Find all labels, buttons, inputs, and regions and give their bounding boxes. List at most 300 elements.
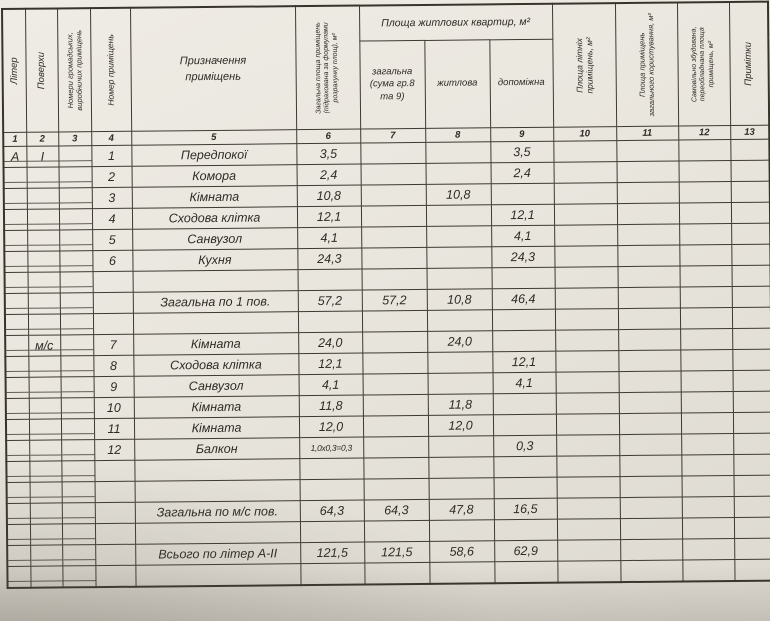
table-cell	[678, 140, 730, 161]
table-cell	[29, 461, 61, 482]
table-cell	[492, 267, 555, 289]
column-number: 6	[296, 129, 360, 144]
table-cell	[554, 204, 617, 226]
table-cell	[93, 313, 133, 334]
table-cell	[27, 209, 59, 230]
table-cell: Кімната	[134, 417, 299, 440]
table-cell	[730, 160, 769, 181]
table-cell	[60, 356, 93, 377]
table-cell	[734, 538, 770, 559]
table-cell	[556, 456, 619, 478]
table-header	[2, 2, 769, 147]
table-cell: Комора	[132, 165, 297, 188]
table-cell	[494, 561, 557, 583]
column-number: 13	[730, 125, 769, 139]
table-cell	[618, 287, 680, 309]
table-cell: 3	[92, 187, 132, 208]
table-cell: 24,0	[427, 331, 492, 353]
table-cell	[616, 140, 678, 162]
table-cell: 47,8	[429, 499, 494, 521]
table-cell	[363, 415, 428, 437]
table-cell: І	[26, 146, 58, 167]
column-header-label: Номер приміщень	[105, 34, 116, 106]
table-cell	[680, 349, 732, 370]
column-header-label: житлова	[437, 77, 478, 90]
table-cell	[361, 184, 426, 206]
column-header-common-use-area	[615, 3, 678, 127]
table-cell: 12,1	[297, 206, 361, 228]
column-number: 1	[3, 132, 26, 146]
table-cell: 12,1	[298, 353, 362, 375]
table-cell	[59, 209, 92, 230]
table-cell	[557, 498, 620, 520]
table-cell	[61, 440, 94, 461]
table-cell	[429, 520, 494, 542]
table-cell	[619, 413, 681, 435]
table-cell	[27, 230, 59, 251]
table-cell	[298, 269, 362, 291]
table-cell	[732, 307, 770, 328]
table-cell	[60, 335, 93, 356]
table-cell	[733, 412, 770, 433]
table-cell	[617, 224, 679, 246]
table-cell: Балкон	[134, 438, 299, 461]
table-cell	[734, 496, 770, 517]
table-cell	[620, 476, 682, 498]
table-cell	[7, 524, 30, 545]
column-header-label: Примітки	[742, 41, 755, 86]
table-cell: 64,3	[364, 499, 429, 521]
table-cell	[362, 331, 427, 353]
table-cell	[361, 247, 426, 269]
table-cell	[557, 561, 620, 583]
table-cell	[678, 161, 730, 182]
table-cell	[58, 146, 91, 167]
table-cell	[361, 226, 426, 248]
table-cell	[427, 310, 492, 332]
column-number: 7	[360, 128, 425, 143]
table-cell: Передпокої	[131, 144, 296, 167]
table-cell	[27, 167, 59, 188]
table-cell	[680, 328, 732, 349]
column-header-unauthorized-area	[677, 2, 730, 126]
column-header-summer-area	[552, 3, 616, 127]
table-cell	[732, 349, 770, 370]
table-cell	[61, 398, 94, 419]
column-header-label: Площа літніх приміщень, м²	[573, 37, 595, 94]
column-header-label: Номери громадських, виробничих приміщень	[64, 29, 84, 111]
table-cell	[62, 545, 95, 566]
column-number: 3	[58, 132, 91, 146]
table-cell	[4, 188, 27, 209]
column-header-purpose	[130, 6, 296, 131]
table-cell	[360, 142, 425, 164]
column-group-label: Площа житлових квартир, м²	[381, 15, 531, 29]
table-cell	[6, 377, 29, 398]
table-cell	[680, 307, 732, 328]
table-cell	[617, 245, 679, 267]
table-cell	[733, 370, 770, 391]
table-cell	[28, 272, 60, 293]
table-cell: 3,5	[490, 141, 553, 163]
table-cell	[680, 286, 732, 307]
table-cell	[553, 141, 616, 163]
table-cell	[731, 244, 770, 265]
table-cell	[298, 311, 362, 333]
table-cell	[493, 456, 556, 478]
table-cell	[428, 457, 493, 479]
table-cell	[300, 521, 364, 543]
table-cell	[362, 352, 427, 374]
table-cell	[133, 312, 298, 335]
table-cell	[300, 479, 364, 501]
table-cell	[620, 518, 682, 540]
table-cell: Санвузол	[134, 375, 299, 398]
table-cell	[620, 539, 682, 561]
table-cell: Кімната	[134, 396, 299, 419]
column-header-label: Загальна площа приміщень (підрахована за формулами розрахунку площ), м²	[314, 22, 340, 114]
table-cell	[492, 330, 555, 352]
column-header-room-number	[90, 8, 131, 132]
table-cell	[428, 436, 493, 458]
table-cell	[27, 188, 59, 209]
table-cell: 2,4	[491, 162, 554, 184]
table-cell	[95, 544, 135, 565]
table-cell	[681, 454, 733, 475]
table-cell: 4,1	[493, 372, 556, 394]
table-cell	[62, 566, 95, 588]
table-cell	[681, 433, 733, 454]
table-cell	[681, 391, 733, 412]
table-cell: 58,6	[429, 541, 494, 563]
table-cell	[682, 496, 734, 517]
table-cell	[94, 460, 134, 481]
table-cell: 11,8	[299, 395, 363, 417]
table-cell	[59, 251, 92, 272]
table-cell	[426, 163, 491, 185]
table-cell: 11,8	[428, 394, 493, 416]
table-cell	[5, 314, 28, 335]
column-number: 5	[131, 130, 296, 146]
table-cell	[7, 503, 30, 524]
table-cell: А	[3, 146, 26, 167]
table-cell	[6, 461, 29, 482]
table-cell: 62,9	[494, 540, 557, 562]
table-cell	[555, 309, 618, 331]
table-cell	[618, 350, 680, 372]
table-cell	[619, 371, 681, 393]
table-cell	[62, 482, 95, 503]
table-cell	[734, 475, 770, 496]
table-cell: 12	[94, 439, 134, 460]
table-cell	[30, 482, 62, 503]
table-cell	[734, 517, 770, 538]
table-cell	[362, 310, 427, 332]
table-cell: Загальна по 1 пов.	[133, 291, 298, 314]
table-cell	[492, 309, 555, 331]
table-cell	[731, 202, 770, 223]
table-cell	[6, 398, 29, 419]
table-cell	[681, 370, 733, 391]
table-cell	[133, 270, 298, 293]
table-cell	[733, 433, 770, 454]
table-cell	[28, 293, 60, 314]
table-cell: 64,3	[300, 500, 364, 522]
table-cell	[95, 523, 135, 544]
column-header-label: Самовільно збудована, переобладнана площа приміщень, м²	[690, 26, 715, 103]
table-cell: 1,0x0,3=0,3	[299, 437, 363, 459]
table-cell	[363, 394, 428, 416]
table-cell	[618, 308, 680, 330]
table-cell: 4,1	[491, 225, 554, 247]
column-header-dopomizhna	[489, 39, 553, 127]
table-cell	[554, 246, 617, 268]
table-cell	[730, 139, 769, 160]
column-number: 2	[26, 132, 58, 146]
table-cell: 46,4	[492, 288, 555, 310]
column-header-label: Поверхи	[35, 51, 48, 90]
column-header-total-sum	[359, 41, 425, 129]
table-cell: 10,8	[427, 289, 492, 311]
column-header-total-area	[295, 6, 360, 130]
table-cell: 16,5	[494, 498, 557, 520]
table-cell	[28, 356, 60, 377]
table-cell	[93, 271, 133, 292]
table-cell	[5, 272, 28, 293]
table-cell	[361, 163, 426, 185]
table-cell	[93, 292, 133, 313]
table-cell: 4,1	[297, 227, 361, 249]
table-cell	[4, 230, 27, 251]
table-cell	[491, 183, 554, 205]
table-cell: 12,0	[299, 416, 363, 438]
table-cell	[682, 538, 734, 559]
column-number: 9	[490, 127, 553, 142]
table-cell: 9	[94, 376, 134, 397]
table-cell: м/с	[28, 335, 60, 356]
table-cell	[426, 226, 491, 248]
table-cell: 12,0	[428, 415, 493, 437]
table-cell	[425, 142, 490, 164]
table-cell	[62, 503, 95, 524]
column-header-liter	[2, 9, 26, 133]
table-cell	[617, 182, 679, 204]
column-header-public-numbers	[57, 8, 91, 132]
column-header-label: допоміжна	[497, 77, 545, 89]
column-number: 10	[553, 127, 616, 142]
table-cell	[7, 545, 30, 566]
table-cell	[618, 329, 680, 351]
table-cell	[556, 435, 619, 457]
table-cell	[557, 477, 620, 499]
column-header-label: загальна (сума гр.8 та 9)	[369, 66, 415, 103]
table-cell	[679, 245, 731, 266]
table-cell: Кімната	[133, 333, 298, 356]
table-cell: 11	[94, 418, 134, 439]
table-cell: 7	[93, 334, 133, 355]
table-cell	[363, 373, 428, 395]
table-cell	[681, 412, 733, 433]
table-cell	[364, 562, 429, 584]
table-cell	[135, 522, 300, 545]
table-cell	[60, 314, 93, 335]
table-cell: 24,3	[491, 246, 554, 268]
table-cell: 24,0	[298, 332, 362, 354]
table-cell: Санвузол	[132, 228, 297, 251]
table-cell	[427, 268, 492, 290]
table-cell	[135, 564, 300, 587]
table-cell	[733, 454, 770, 475]
table-cell	[364, 520, 429, 542]
column-header-zhytlova	[424, 40, 490, 128]
table-cell	[7, 482, 30, 503]
paper-sheet	[1, 1, 770, 589]
table-cell: 4	[92, 208, 132, 229]
table-cell	[4, 251, 27, 272]
table-cell	[363, 457, 428, 479]
table-cell	[29, 419, 61, 440]
table-cell: 5	[92, 229, 132, 250]
table-cell	[29, 398, 61, 419]
table-cell	[6, 419, 29, 440]
table-cell	[618, 266, 680, 288]
table-cell: 3,5	[296, 143, 360, 165]
column-header-label: Призначення приміщень	[179, 54, 247, 84]
column-number: 12	[678, 126, 730, 140]
table-cell	[27, 251, 59, 272]
table-cell	[59, 230, 92, 251]
table-cell	[134, 459, 299, 482]
table-cell	[59, 188, 92, 209]
table-cell: 10	[94, 397, 134, 418]
table-cell	[493, 414, 556, 436]
table-cell	[61, 419, 94, 440]
table-cell	[679, 182, 731, 203]
table-cell	[362, 268, 427, 290]
table-cell	[620, 560, 682, 582]
table-cell	[5, 335, 28, 356]
table-cell	[135, 480, 300, 503]
column-group-header-living-area	[359, 4, 552, 42]
table-cell	[680, 265, 732, 286]
table-cell	[7, 566, 30, 588]
table-cell	[5, 356, 28, 377]
table-cell	[556, 393, 619, 415]
floor-area-table	[1, 1, 770, 589]
table-cell	[555, 330, 618, 352]
table-cell	[300, 563, 364, 585]
table-cell: 10,8	[297, 185, 361, 207]
table-cell	[428, 373, 493, 395]
table-cell	[95, 565, 135, 587]
table-cell	[679, 203, 731, 224]
table-cell: 121,5	[364, 541, 429, 563]
table-cell: 12,1	[491, 204, 554, 226]
table-cell	[733, 391, 770, 412]
table-cell	[555, 288, 618, 310]
table-cell	[554, 225, 617, 247]
table-cell	[555, 267, 618, 289]
table-cell	[30, 524, 62, 545]
table-cell	[95, 481, 135, 502]
table-cell	[556, 414, 619, 436]
table-cell: Кухня	[132, 249, 297, 272]
table-cell	[6, 440, 29, 461]
table-cell	[620, 497, 682, 519]
table-cell	[617, 203, 679, 225]
column-header-notes	[729, 2, 769, 126]
table-cell: 24,3	[297, 248, 361, 270]
table-cell	[617, 161, 679, 183]
table-cell	[554, 183, 617, 205]
table-cell	[732, 328, 770, 349]
table-cell: 121,5	[300, 542, 364, 564]
table-cell	[619, 392, 681, 414]
table-cell	[554, 162, 617, 184]
table-cell	[429, 562, 494, 584]
table-cell: Всього по літер А-ІІ	[135, 543, 300, 566]
table-cell	[679, 224, 731, 245]
table-cell: Сходова клітка	[132, 207, 297, 230]
table-cell	[555, 351, 618, 373]
table-cell	[4, 209, 27, 230]
table-cell: 8	[93, 355, 133, 376]
table-cell: 0,3	[493, 435, 556, 457]
table-cell	[619, 455, 681, 477]
table-cell	[731, 223, 770, 244]
table-cell: Сходова клітка	[133, 354, 298, 377]
table-cell: 12,1	[492, 351, 555, 373]
table-cell	[60, 272, 93, 293]
table-cell	[59, 167, 92, 188]
table-cell: 10,8	[426, 184, 491, 206]
table-cell	[427, 352, 492, 374]
column-number: 4	[91, 131, 131, 145]
table-cell	[61, 461, 94, 482]
table-cell	[30, 566, 62, 588]
table-cell: 6	[92, 250, 132, 271]
table-cell	[732, 265, 770, 286]
column-number: 11	[616, 126, 678, 141]
table-cell: Загальна по м/с пов.	[135, 501, 300, 524]
table-cell: 4,1	[299, 374, 363, 396]
table-cell	[28, 314, 60, 335]
table-cell	[429, 478, 494, 500]
table-cell	[619, 434, 681, 456]
table-cell: 57,2	[298, 290, 362, 312]
table-cell	[29, 440, 61, 461]
table-cell	[556, 372, 619, 394]
table-cell	[4, 167, 27, 188]
table-cell	[62, 524, 95, 545]
column-number: 8	[425, 128, 490, 143]
table-cell	[299, 458, 363, 480]
table-cell	[682, 475, 734, 496]
table-cell	[29, 377, 61, 398]
table-cell	[426, 247, 491, 269]
table-cell	[364, 478, 429, 500]
table-cell	[494, 519, 557, 541]
table-cell	[363, 436, 428, 458]
table-cell: 57,2	[362, 289, 427, 311]
table-cell	[557, 519, 620, 541]
table-cell	[732, 286, 770, 307]
table-cell	[30, 545, 62, 566]
table-cell	[361, 205, 426, 227]
table-cell	[30, 503, 62, 524]
table-cell	[60, 293, 93, 314]
table-cell	[493, 393, 556, 415]
